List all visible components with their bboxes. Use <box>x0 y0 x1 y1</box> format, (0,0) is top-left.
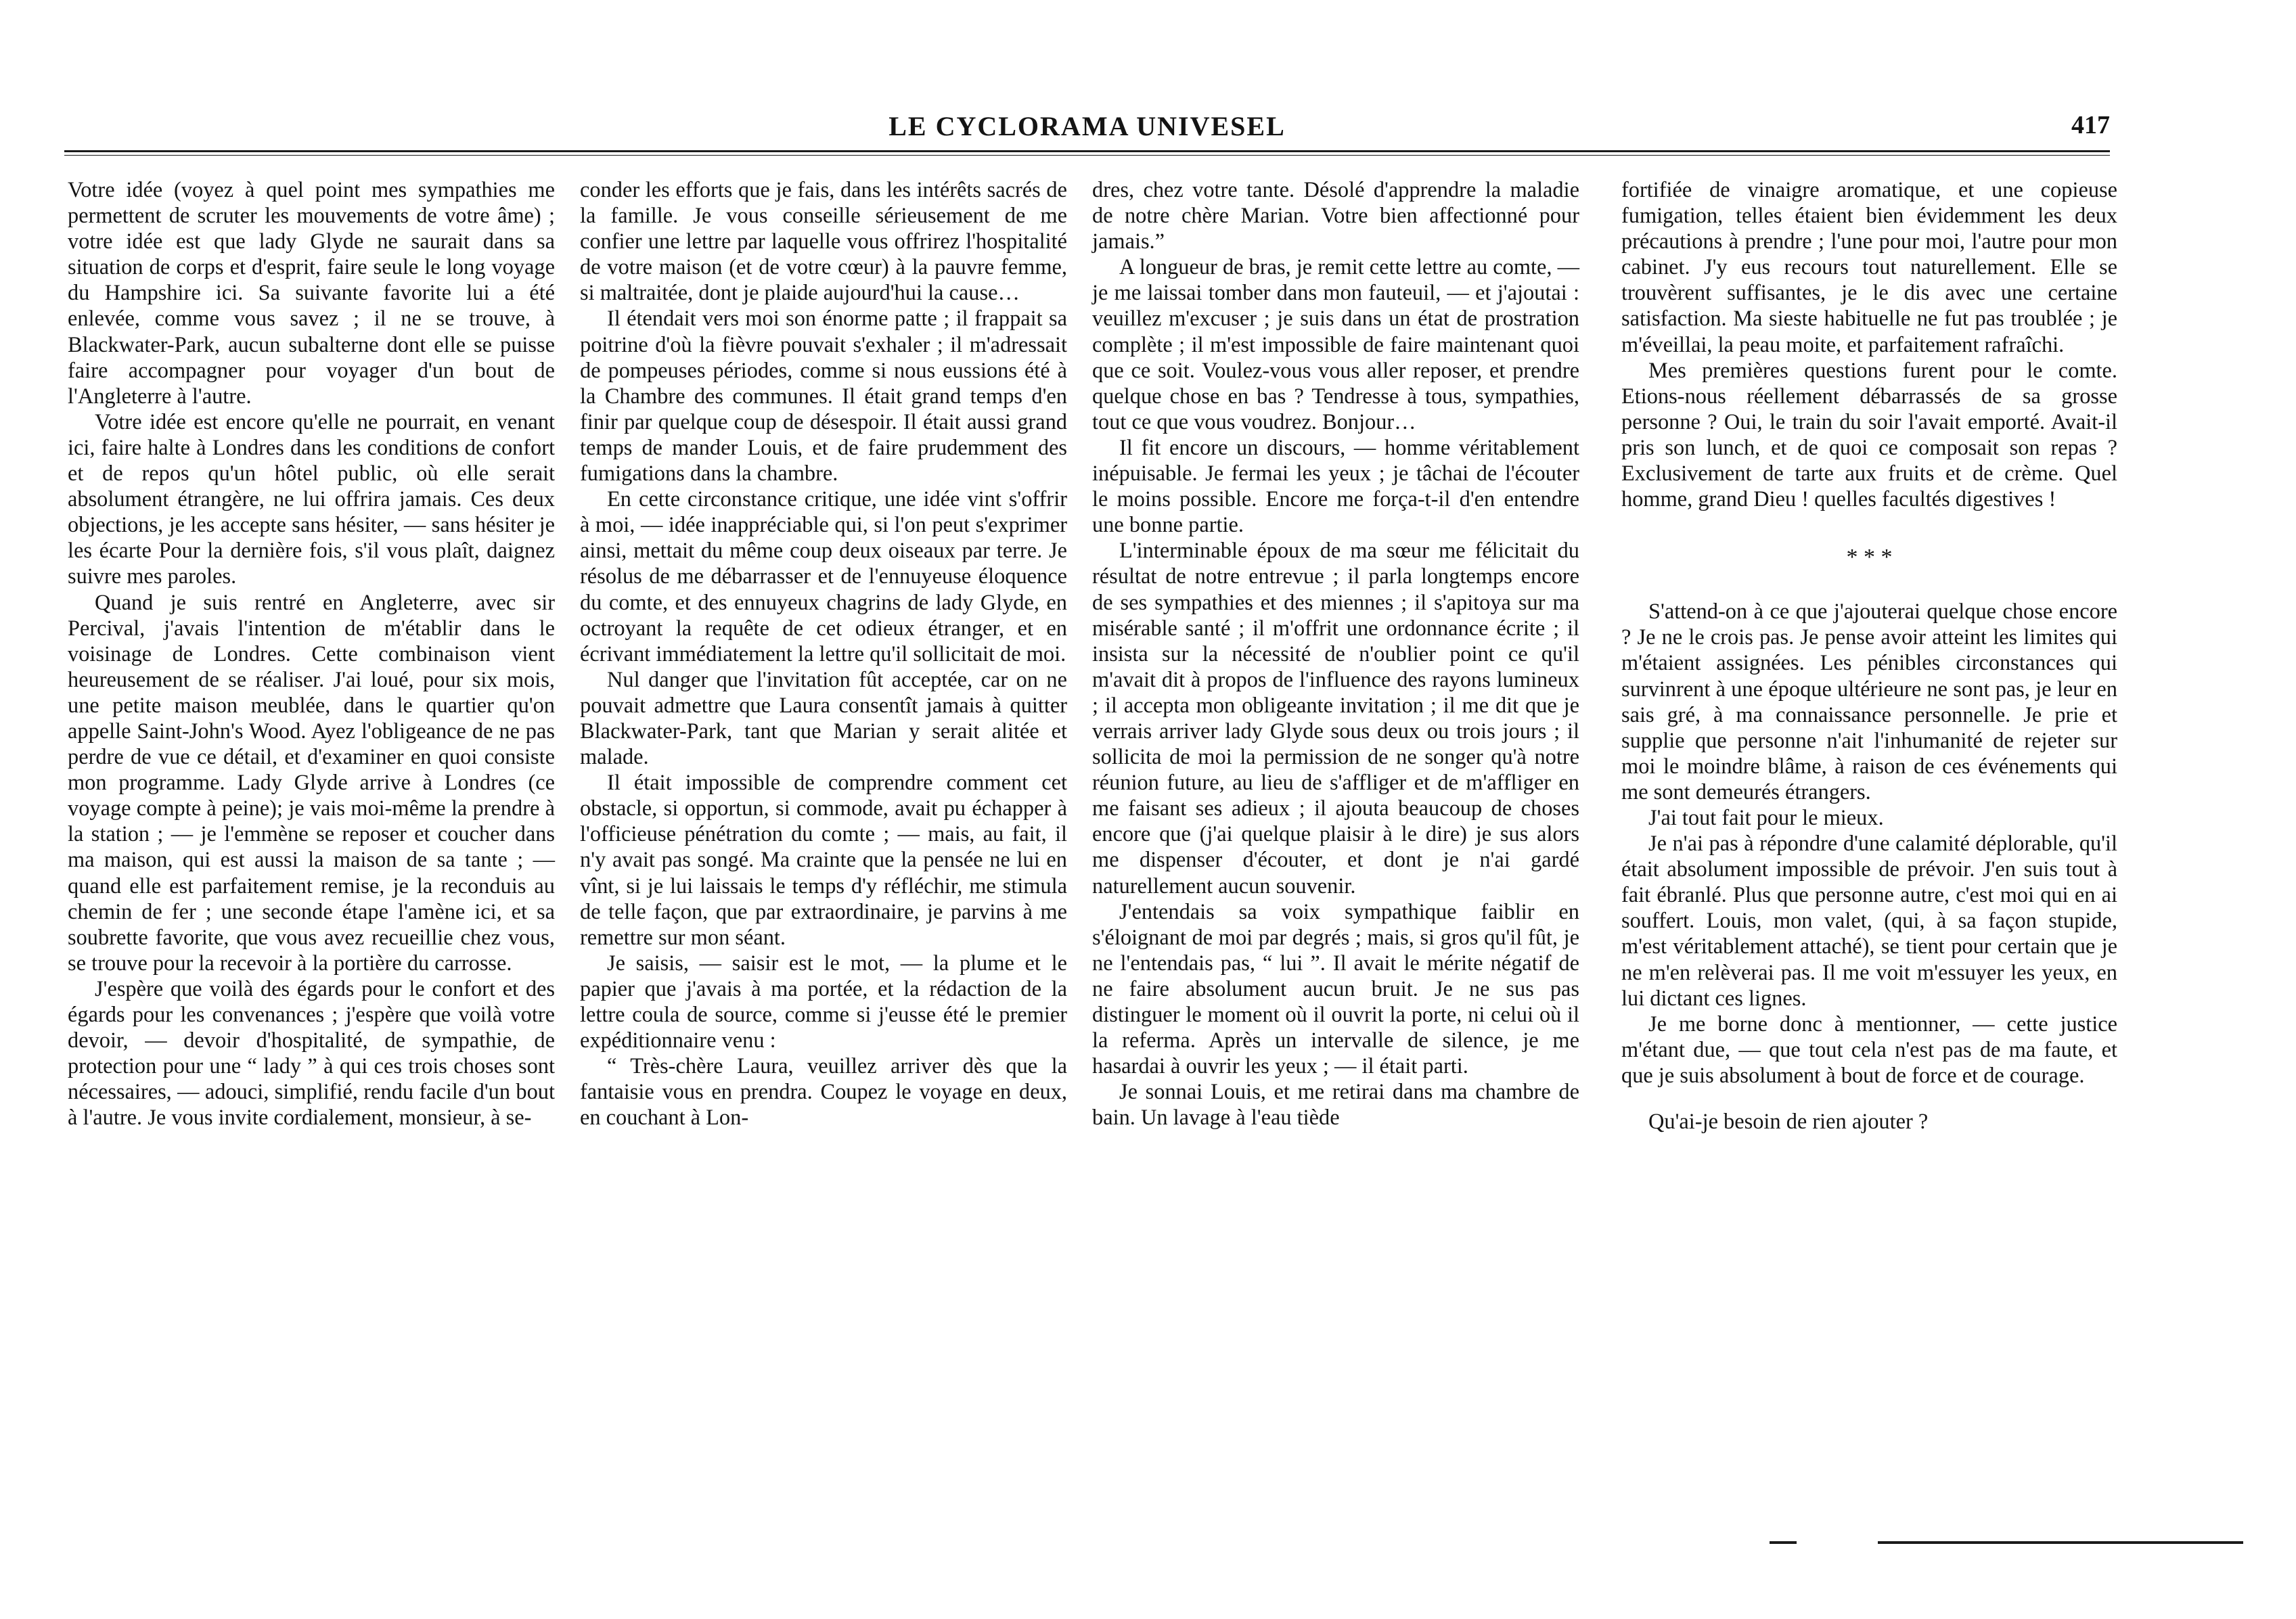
running-title: LE CYCLORAMA UNIVESEL <box>888 111 1286 141</box>
paragraph: Il étendait vers moi son énorme patte ; il frappait sa poitrine d'où la fièvre pouvait s'exhaler ; il m'adressait de pompeuses périodes, comme si nous eussions été à la Chambre des communes. Il était grand temps d'en finir par quelque coup de désespoir. Il était aussi grand temps de mander Louis, et de faire prudemment des fumigations dans la chambre. <box>580 306 1067 486</box>
header-rule-thin <box>64 155 2110 156</box>
paragraph: Nul danger que l'invitation fût acceptée, car on ne pouvait admettre que Laura consentît jamais à quitter Blackwater-Park, tant que Marian y serait alitée et malade. <box>580 667 1067 770</box>
paragraph: Il fit encore un discours, — homme véritablement inépuisable. Je fermai les yeux ; je tâchai de l'écouter le moins possible. Encore me força-t-il d'en entendre une bonne partie. <box>1092 435 1579 538</box>
paragraph: J'espère que voilà des égards pour le confort et des égards pour les convenances ; j'espère que voilà votre devoir, — devoir d'hospitalité, de sympathie, de protection pour une “ lady ” à qui ces trois choses sont nécessaires, — adouci, simplifié, rendu facile d'un bout à l'autre. Je vous invite cordialement, monsieur, à se- <box>68 976 555 1131</box>
text-column-3 <box>1092 177 1579 1131</box>
text-column-2 <box>580 177 1067 1131</box>
paragraph: Votre idée est encore qu'elle ne pourrait, en venant ici, faire halte à Londres dans les conditions de confort et de repos qu'un hôtel public, où elle serait absolument étrangère, ne lui offrira jamais. Ces deux objections, je les accepte sans hésiter, — sans hésiter je les écarte Pour la dernière fois, s'il vous plaît, daignez suivre mes paroles. <box>68 409 555 589</box>
text-column-1 <box>68 177 555 1131</box>
page-number: 417 <box>2071 111 2110 139</box>
end-rule-long <box>1878 1541 2243 1544</box>
paragraph: Je me borne donc à mentionner, — cette justice m'étant due, — que tout cela n'est pas de ma faute, et que je suis absolument à bout de force et de courage. <box>1621 1011 2117 1088</box>
paragraph: dres, chez votre tante. Désolé d'apprendre la maladie de notre chère Marian. Votre bien affectionné pour jamais.” <box>1092 178 1579 254</box>
paragraph: L'interminable époux de ma sœur me félicitait du résultat de notre entrevue ; il parla longtemps encore de ses sympathies et des miennes ; il s'apitoya sur ma misérable santé ; il m'offrit une ordonnance écrite ; il insista sur la nécessité de n'oublier point ce qu'il m'avait dit à propos de l'influence des rayons lumineux ; il accepta mon obligeante invitation ; il me dit que je verrais arriver lady Glyde sous deux ou trois jours ; il sollicita de moi la permission de ne songer qu'à notre réunion future, au lieu de s'affliger et de m'affliger en me faisant ses adieux ; il ajouta beaucoup de choses encore que (j'ai quelque plaisir à le dire) je sus alors me dispenser d'écouter, et dont je n'ai gardé naturellement aucun souvenir. <box>1092 539 1579 898</box>
paragraph: Mes premières questions furent pour le comte. Etions-nous réellement débarrassés de sa grosse personne ? Oui, le train du soir l'avait emporté. Avait-il pris son lunch, et de quoi ce composait son repas ? Exclusivement de tarte aux fruits et de crème. Quel homme, grand Dieu ! quelles facultés digestives ! <box>1621 358 2117 512</box>
paragraph: En cette circonstance critique, une idée vint s'offrir à moi, — idée inappréciable qui, si l'on peut s'exprimer ainsi, mettait du même coup deux oiseaux par terre. Je résolus de me débarrasser et de l'ennuyeuse éloquence du comte, et des ennuyeux chagrins de lady Glyde, en octroyant la requête de cet odieux étranger, et en écrivant immédiatement la lettre qu'il sollicitait de moi. <box>580 487 1067 666</box>
paragraph: Votre idée (voyez à quel point mes sympathies me permettent de scruter les mouvements de votre âme) ; votre idée est que lady Glyde ne saurait dans sa situation de corps et d'esprit, faire seule le long voyage du Hampshire ici. Sa suivante favorite lui a été enlevée, comme vous savez ; il ne se trouve, à Blackwater-Park, aucun subalterne dont elle se puisse faire accompagner pour voyager d'un bout de l'Angleterre à l'autre. <box>68 178 555 409</box>
paragraph: Quand je suis rentré en Angleterre, avec sir Percival, j'avais l'intention de m'établir dans le voisinage de Londres. Cette combinaison vient heureusement de se réaliser. J'ai loué, pour six mois, une petite maison meublée, dans le quartier qu'on appelle Saint-John's Wood. Ayez l'obligeance de ne pas perdre de vue ce détail, et d'examiner en quoi consiste mon programme. Lady Glyde arrive à Londres (ce voyage compte à peine); je vais moi-même la prendre à la station ; — je l'emmène se reposer et coucher dans ma maison, qui est aussi la maison de sa tante ; — quand elle est parfaitement remise, je la reconduis au chemin de fer ; une seconde étape l'amène ici, et sa soubrette favorite, que vous avez recueillie chez vous, se trouve pour la recevoir à la portière du carrosse. <box>68 590 555 976</box>
paragraph: Qu'ai-je besoin de rien ajouter ? <box>1648 1110 1929 1134</box>
page-header <box>64 105 2110 145</box>
paragraph: conder les efforts que je fais, dans les intérêts sacrés de la famille. Je vous conseille sérieusement de me confier une lettre par laquelle vous offrirez l'hospitalité de votre maison (et de votre cœur) à la pauvre femme, si maltraitée, dont je plaide aujourd'hui la cause… <box>580 178 1067 306</box>
paragraph: “ Très-chère Laura, veuillez arriver dès que la fantaisie vous en prendra. Coupez le voyage en deux, en couchant à Lon- <box>580 1054 1067 1131</box>
section-break-asterism: * * * <box>1846 545 1893 570</box>
paragraph: J'entendais sa voix sympathique faiblir en s'éloignant de moi par degrés ; mais, si gros qu'il fût, je ne l'entendais pas, “ lui ”. Il avait le mérite négatif de ne faire absolument aucun bruit. Je ne sus pas distinguer le moment où il ouvrit la porte, ni celui où il la referma. Après un intervalle de silence, je me hasardai à ouvrir les yeux ; — il était parti. <box>1092 899 1579 1079</box>
header-rule <box>64 150 2110 152</box>
end-rule-short <box>1770 1541 1797 1544</box>
paragraph: A longueur de bras, je remit cette lettre au comte, — je me laissai tomber dans mon fauteuil, — et j'ajoutai : veuillez m'excuser ; je suis dans un état de prostration complète ; il m'est impossible de faire maintenant quoi que ce soit. Voulez-vous vous aller reposer, et prendre quelque chose en bas ? Tendresse à tous, sympathies, tout ce que vous voudrez. Bonjour… <box>1092 255 1579 434</box>
paragraph: Je saisis, — saisir est le mot, — la plume et le papier que j'avais à ma portée, et la rédaction de la lettre coula de source, comme si j'eusse été le premier expéditionnaire venu : <box>580 951 1067 1053</box>
paragraph: Je sonnai Louis, et me retirai dans ma chambre de bain. Un lavage à l'eau tiède <box>1092 1080 1579 1131</box>
paragraph: Je n'ai pas à répondre d'une calamité déplorable, qu'il était absolument impossible de prévoir. J'en suis tout à fait ébranlé. Plus que personne autre, c'est moi qui en ai souffert. Louis, mon valet, (qui, à sa façon stupide, m'est véritablement attaché), se tient pour certain que je ne m'en relèverai pas. Il me voit m'essuyer les yeux, en lui dictant ces lignes. <box>1621 831 2117 1011</box>
paragraph: Il était impossible de comprendre comment cet obstacle, si opportun, si commode, avait pu échapper à l'officieuse pénétration du comte ; — mais, au fait, il n'y avait pas songé. Ma crainte que la pensée ne lui en vînt, si je lui laissais le temps d'y réfléchir, me stimula de telle façon, que par extraordinaire, je parvins à me remettre sur mon séant. <box>580 771 1067 950</box>
paragraph: fortifiée de vinaigre aromatique, et une copieuse fumigation, telles étaient bien évidemment les deux précautions à prendre ; l'une pour moi, l'autre pour mon cabinet. J'y eus recours tout naturellement. Elle se trouvèrent suffisantes, je le dis avec une certaine satisfaction. Ma sieste habituelle ne fut pas troublée ; je m'éveillai, la peau moite, et parfaitement rafraîchi. <box>1621 178 2117 357</box>
text-column-4 <box>1621 177 2117 1135</box>
paragraph: S'attend-on à ce que j'ajouterai quelque chose encore ? Je ne le crois pas. Je pense avoir atteint les limites qui m'étaient assignées. Les pénibles circonstances qui survinrent à une époque ultérieure ne sont pas, je leur en sais gré, à ma connaissance personnelle. Je prie et supplie que personne n'ait l'inhumanité de rejeter sur moi le moindre blâme, à raison de ces événements qui me sont demeurés étrangers. <box>1621 599 2117 804</box>
paragraph: J'ai tout fait pour le mieux. <box>1648 805 1884 830</box>
